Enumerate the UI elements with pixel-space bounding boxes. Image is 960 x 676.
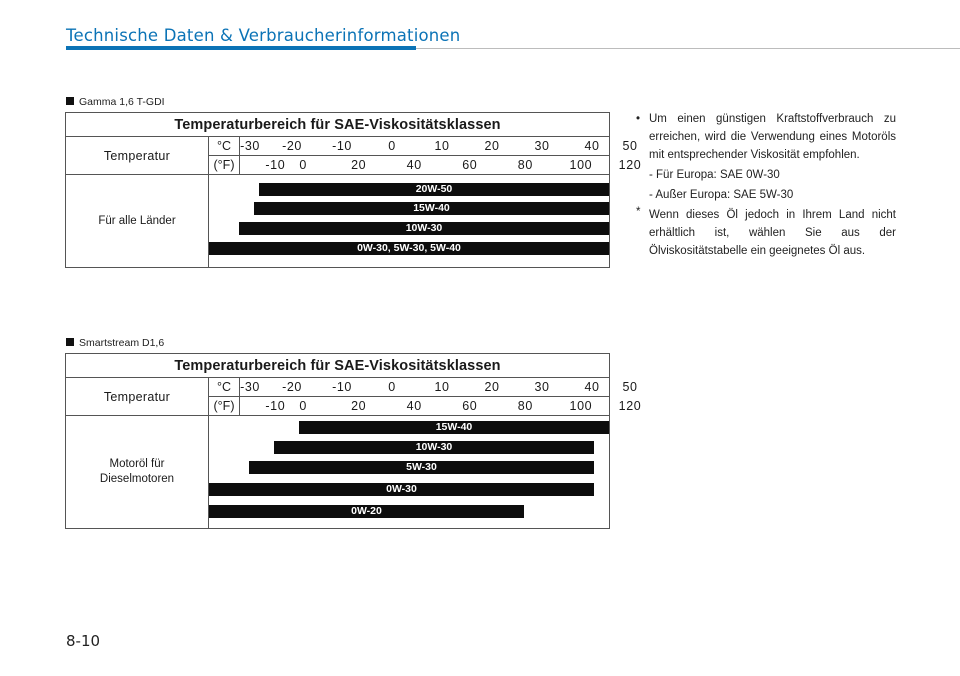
celsius-tick: 40 — [584, 139, 600, 153]
fahrenheit-tick: 20 — [351, 158, 367, 172]
fahrenheit-tick: 20 — [351, 399, 367, 413]
celsius-tick: -10 — [332, 139, 352, 153]
celsius-tick: -30 — [240, 380, 260, 394]
viscosity-bar: 0W-20 — [209, 505, 524, 518]
celsius-unit: °C — [209, 137, 240, 155]
viscosity-table-smartstream — [65, 353, 642, 529]
fahrenheit-tick: 100 — [569, 399, 593, 413]
celsius-tick: 20 — [484, 139, 500, 153]
notes-column — [636, 110, 896, 260]
note-europe: - Für Europa: SAE 0W-30 — [649, 169, 780, 181]
fahrenheit-unit: (°F) — [209, 156, 240, 174]
fahrenheit-tick: 100 — [569, 158, 593, 172]
footnote: * Wenn dieses Öl jedoch in Ihrem Land nicht erhältlich ist, wählen Sie aus der Ölviskositätstabelle ein geeignetes Öl aus. — [636, 206, 896, 260]
viscosity-bar: 10W-30 — [274, 441, 594, 454]
asterisk-icon: * — [636, 206, 641, 218]
celsius-tick: 30 — [534, 380, 550, 394]
fahrenheit-tick: 120 — [618, 399, 642, 413]
temperature-label: Temperatur — [66, 378, 209, 415]
header-accent-bar — [66, 46, 416, 50]
temperature-label: Temperatur — [66, 137, 209, 174]
celsius-tick: 30 — [534, 139, 550, 153]
square-bullet-icon — [66, 97, 74, 105]
table-title: Temperaturbereich für SAE-Viskositätsklassen — [66, 113, 609, 137]
viscosity-bar: 15W-40 — [299, 421, 609, 434]
celsius-tick: 10 — [434, 380, 450, 394]
viscosity-bars — [209, 416, 609, 528]
viscosity-bar: 5W-30 — [249, 461, 594, 474]
page-header-title: Technische Daten & Verbraucherinformationen — [66, 26, 461, 45]
fahrenheit-unit: (°F) — [209, 397, 240, 415]
celsius-tick: -20 — [282, 139, 302, 153]
celsius-tick: 40 — [584, 380, 600, 394]
bullet-icon: • — [636, 113, 641, 125]
viscosity-bar: 0W-30, 5W-30, 5W-40 — [209, 242, 609, 255]
viscosity-bar: 10W-30 — [239, 222, 609, 235]
celsius-tick: 10 — [434, 139, 450, 153]
celsius-tick: 50 — [622, 139, 638, 153]
table-title: Temperaturbereich für SAE-Viskositätsklassen — [66, 354, 609, 378]
celsius-tick: 50 — [622, 380, 638, 394]
celsius-tick: 0 — [388, 380, 396, 394]
fahrenheit-tick: 80 — [517, 158, 533, 172]
viscosity-bar: 20W-50 — [259, 183, 609, 196]
fahrenheit-ticks — [240, 397, 642, 415]
viscosity-bars — [209, 175, 609, 267]
fahrenheit-tick: 40 — [406, 399, 422, 413]
celsius-tick: -20 — [282, 380, 302, 394]
engine-oil-label: Motoröl für Dieselmotoren — [66, 416, 209, 528]
celsius-ticks — [240, 378, 638, 396]
page-number: 8-10 — [66, 632, 101, 650]
fahrenheit-ticks — [240, 156, 642, 174]
fahrenheit-tick: 0 — [299, 158, 307, 172]
fahrenheit-tick: 0 — [299, 399, 307, 413]
note-outside-europe: - Außer Europa: SAE 5W-30 — [649, 189, 794, 201]
section-label-smartstream: Smartstream D1,6 — [66, 337, 164, 349]
fahrenheit-tick: 80 — [517, 399, 533, 413]
celsius-unit: °C — [209, 378, 240, 396]
celsius-tick: -30 — [240, 139, 260, 153]
fahrenheit-tick: -10 — [265, 399, 286, 413]
celsius-tick: -10 — [332, 380, 352, 394]
celsius-tick: 20 — [484, 380, 500, 394]
viscosity-table-gamma — [65, 112, 642, 268]
square-bullet-icon — [66, 338, 74, 346]
section-label-gamma: Gamma 1,6 T-GDI — [66, 96, 165, 108]
bullet-note: • Um einen günstigen Kraftstoffverbrauch zu erreichen, wird die Verwendung eines Motoröls mit entsprechender Viskosität empfohlen. — [636, 110, 896, 164]
fahrenheit-tick: 60 — [462, 399, 478, 413]
fahrenheit-tick: -10 — [265, 158, 286, 172]
celsius-tick: 0 — [388, 139, 396, 153]
fahrenheit-tick: 60 — [462, 158, 478, 172]
header-rule — [416, 48, 960, 49]
region-label: Für alle Länder — [66, 175, 209, 267]
viscosity-bar: 0W-30 — [209, 483, 594, 496]
celsius-ticks — [240, 137, 638, 155]
fahrenheit-tick: 40 — [406, 158, 422, 172]
viscosity-bar: 15W-40 — [254, 202, 609, 215]
fahrenheit-tick: 120 — [618, 158, 642, 172]
